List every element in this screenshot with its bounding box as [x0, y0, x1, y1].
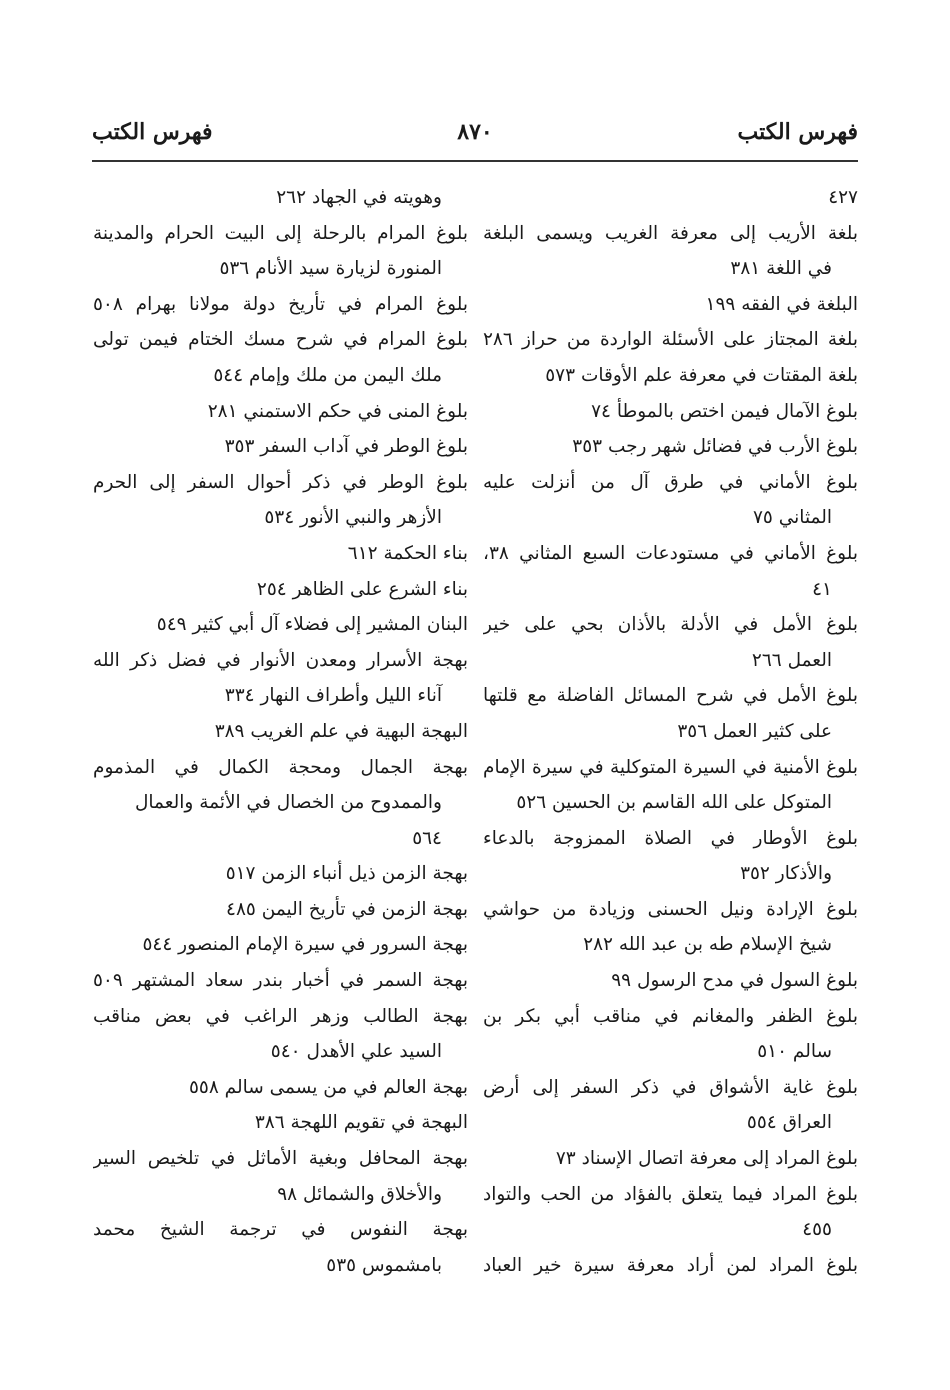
index-entry-line: بهجة العالم في من يسمى سالم ٥٥٨ — [188, 1076, 468, 1098]
index-entry-line: بلغة المقتات في معرفة علم الأوقات ٥٧٣ — [545, 364, 858, 386]
index-entry-line: بهجة الزمن ذيل أنباء الزمن ٥١٧ — [225, 863, 468, 885]
index-entry-line: بلوغ غاية الأشواق في ذكر السفر إلى أرض — [483, 1076, 858, 1098]
index-entry-line: بهجة المحافل وبغية الأماثل في تلخيص السير — [93, 1148, 468, 1170]
index-entry-line: بلوغ الوطر في آداب السفر ٣٥٣ — [224, 436, 468, 458]
index-entry-line: ٤١ — [812, 578, 832, 600]
page-header — [92, 112, 858, 156]
index-entry-line: العراق ٥٥٤ — [746, 1112, 832, 1134]
index-entry-line: شيخ الإسلام طه بن عبد الله ٢٨٢ — [583, 934, 832, 956]
index-entry-line: بلوغ المرام بالرحلة إلى البيت الحرام والمدينة — [93, 222, 468, 244]
index-column-left — [93, 180, 468, 1283]
index-entry-line: بلوغ الأوطار في الصلاة الممزوجة بالدعاء — [483, 827, 858, 849]
index-entry-line: بلوغ السول في مدح الرسول ٩٩ — [611, 970, 858, 992]
index-entry-line: ملك اليمن من ملك وإمام ٥٤٤ — [213, 364, 442, 386]
index-entry-line: بلوغ الظفر والمغانم في مناقب أبي بكر بن — [483, 1005, 858, 1027]
index-entry-line: البهجة البهية في علم الغريب ٣٨٩ — [214, 720, 468, 742]
index-entry-line: السيد علي الأهدل ٥٤٠ — [270, 1041, 442, 1063]
index-entry-line: بهجة السرور في سيرة الإمام المنصور ٥٤٤ — [142, 934, 468, 956]
index-entry-line: بلوغ المراد إلى معرفة اتصال الإسناد ٧٣ — [555, 1148, 858, 1170]
index-entry-line: بلوغ الأمنية في السيرة المتوكلية في سيرة الإمام — [483, 756, 858, 778]
index-entry-line: سالم ٥١٠ — [757, 1041, 832, 1063]
index-entry-line: البلغة في الفقه ١٩٩ — [705, 293, 858, 315]
index-entry-line: بلوغ الأماني في مستودعات السبع المثاني ٣٨، — [483, 542, 858, 564]
index-entry-line: ٤٥٥ — [802, 1219, 832, 1241]
index-entry-line: بناء الشرع على الظاهر ٢٥٤ — [256, 578, 468, 600]
index-entry-line: والأخلاق والشمائل ٩٨ — [277, 1183, 442, 1205]
index-entry-line: بهجة النفوس في ترجمة الشيخ محمد — [93, 1219, 468, 1241]
index-entry-line: البنان المشير إلى فضلاء آل أبي كثير ٥٤٩ — [156, 614, 468, 636]
page-number: ٨٧٠ — [457, 119, 493, 145]
running-title-left: فهرس الكتب — [92, 119, 213, 145]
index-entry-line: والأذكار ٣٥٢ — [740, 863, 832, 885]
index-entry-line: آناء الليل وأطراف النهار ٣٣٤ — [224, 685, 442, 707]
index-entry-line: الأزهر والنبي الأنور ٥٣٤ — [264, 507, 442, 529]
index-entry-line: بناء الحكمة ٦١٢ — [347, 542, 468, 564]
index-entry-line: بلوغ المرام في تأريخ دولة مولانا بهرام ٥٠٨ — [93, 293, 468, 315]
index-entry-line: بهجة الزمن في تأريخ اليمن ٤٨٥ — [226, 898, 468, 920]
index-entry-line: بلغة المجتاز على الأسئلة الواردة من حراز ٢٨٦ — [483, 329, 858, 351]
index-entry-line: المنورة لزيارة سيد الأنام ٥٣٦ — [219, 258, 442, 280]
running-title-right: فهرس الكتب — [737, 119, 858, 145]
index-entry-line: بلوغ المراد فيما يتعلق بالفؤاد من الحب والتواد — [483, 1183, 858, 1205]
index-entry-line: ٥٦٤ — [412, 827, 442, 849]
index-entry-line: البهجة في تقويم اللهجة ٣٨٦ — [254, 1112, 468, 1134]
index-entry-line: بلوغ الأرب في فضائل شهر رجب ٣٥٣ — [572, 436, 858, 458]
index-entry-line: بهجة الأسرار ومعدن الأنوار في فضل ذكر الله — [93, 649, 468, 671]
index-entry-line: في اللغة ٣٨١ — [730, 258, 832, 280]
index-entry-line: على كثير العمل ٣٥٦ — [677, 720, 832, 742]
index-entry-line: العمل ٢٦٦ — [751, 649, 832, 671]
index-entry-line: بلوغ الأمل في شرح المسائل الفاضلة مع قلتها — [483, 685, 858, 707]
index-entry-line: بلوغ المراد لمن أراد معرفة سيرة خير العباد — [483, 1254, 858, 1276]
index-entry-line: بامشموس ٥٣٥ — [326, 1254, 442, 1276]
index-entry-line: وهويته في الجهاد ٢٦٢ — [276, 187, 442, 208]
index-entry-line: المتوكل على الله القاسم بن الحسين ٥٢٦ — [516, 792, 832, 814]
index-entry-line: بلوغ الأماني في طرق آل من أنزلت عليه — [483, 471, 858, 493]
index-entry-line: المثاني ٧٥ — [752, 507, 832, 529]
index-entry-line: بهجة الجمال ومحجة الكمال في المذموم — [93, 756, 468, 778]
index-entry-line: بلوغ الآمال فيمن اختص بالموطأ ٧٤ — [591, 400, 858, 422]
index-entry-line: بلوغ الوطر في ذكر أحوال السفر إلى الحرم — [93, 471, 468, 493]
index-entry-line: والممدوح من الخصال في الأئمة والعمال — [134, 792, 442, 814]
index-entry-line: ٤٢٧ — [828, 187, 858, 208]
header-rule — [92, 160, 858, 162]
index-entry-line: بلوغ الأمل في الأدلة بالأذان بحي على خير — [483, 614, 858, 636]
index-entry-line: بهجة السمر في أخبار بندر سعاد المشتهر ٥٠٩ — [93, 970, 468, 992]
index-entry-line: بلوغ المنى في حكم الاستمني ٢٨١ — [207, 400, 468, 422]
index-entry-line: بلوغ المرام في شرح مسك الختام فيمن تولى — [93, 329, 468, 351]
index-entry-line: بلوغ الإرادة ونيل الحسنى وزيادة من حواشي — [483, 898, 858, 920]
index-entry-line: بلغة الأريب إلى معرفة الغريب ويسمى البلغة — [483, 222, 858, 244]
index-entry-line: بهجة الطالب وزهر الراغب في بعض مناقب — [93, 1005, 468, 1027]
index-column-right — [483, 180, 858, 1283]
